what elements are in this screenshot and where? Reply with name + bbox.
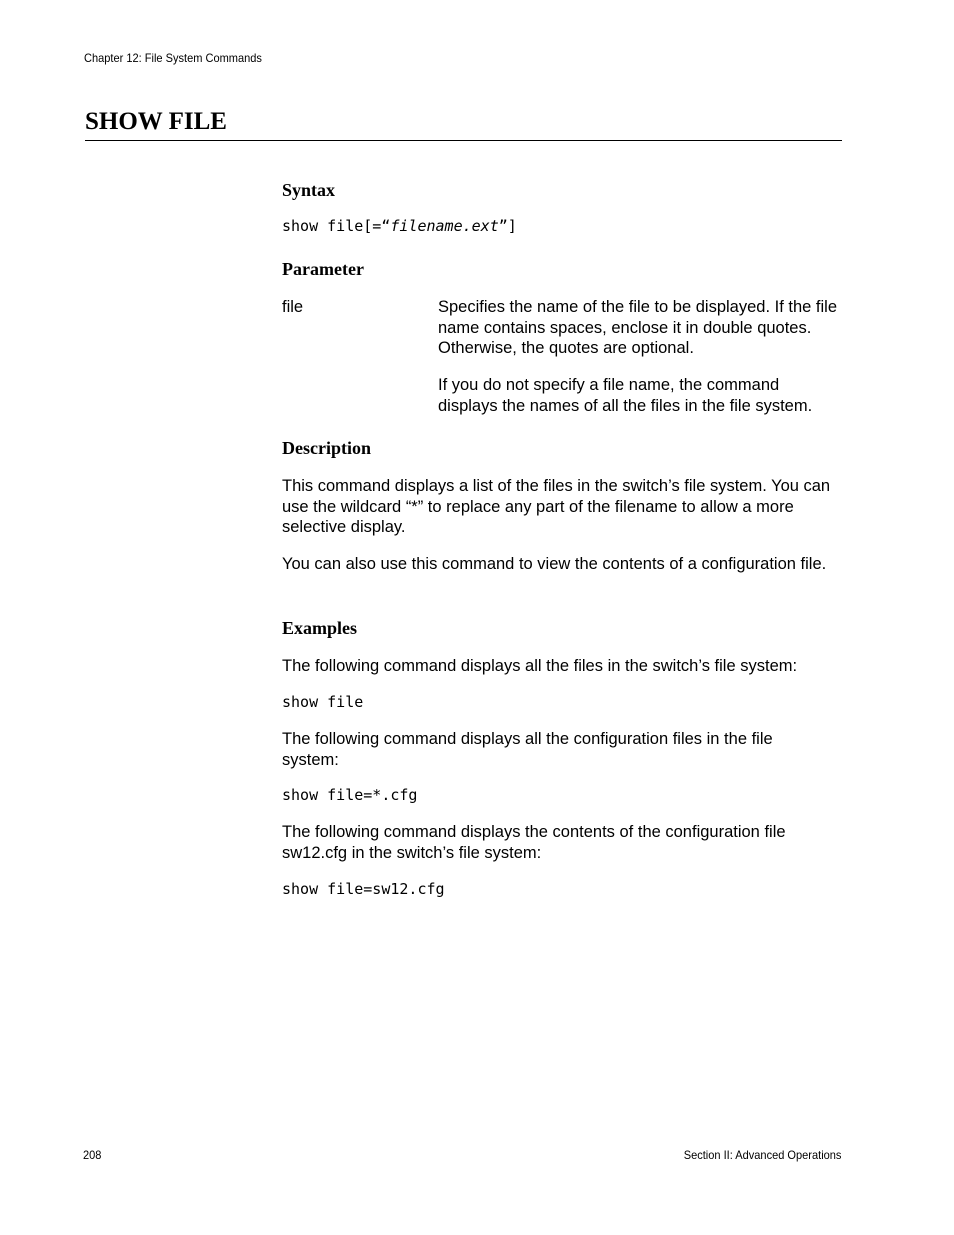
page-title: SHOW FILE (85, 108, 227, 135)
page-number: 208 (83, 1148, 102, 1162)
syntax-code-prefix: show file[=“ (282, 217, 391, 235)
parameter-description-1: Specifies the name of the file to be displayed. If the file name contains spaces, enclose it in double quotes. Otherwise, the quotes are optional. (438, 298, 837, 357)
running-header: Chapter 12: File System Commands (84, 51, 262, 65)
running-footer: Section II: Advanced Operations (683, 1148, 841, 1162)
parameter-description-2: If you do not specify a file name, the command displays the names of all the files in the file system. (438, 376, 813, 415)
title-divider (85, 140, 842, 141)
example-code-1: show file (282, 693, 364, 711)
example-intro-2: The following command displays all the configuration files in the file system: (282, 730, 773, 769)
syntax-heading: Syntax (282, 180, 336, 200)
description-heading: Description (282, 438, 371, 458)
examples-heading: Examples (282, 618, 358, 638)
syntax-code (282, 216, 517, 236)
example-intro-1: The following command displays all the files in the switch’s file system: (282, 657, 798, 675)
description-paragraph-1: This command displays a list of the files in the switch’s file system. You can use the wildcard “*” to replace any part of the filename to allow a more selective display. (282, 477, 831, 536)
syntax-code-suffix: ”] (498, 217, 517, 235)
example-intro-3: The following command displays the contents of the configuration file sw12.cfg in the switch’s file system: (282, 823, 786, 862)
syntax-code-argument: filename.ext (390, 217, 499, 235)
example-code-2: show file=*.cfg (282, 786, 418, 804)
description-paragraph-2: You can also use this command to view the contents of a configuration file. (282, 555, 827, 573)
example-code-3: show file=sw12.cfg (282, 880, 445, 898)
parameter-heading: Parameter (282, 259, 364, 279)
parameter-name: file (282, 298, 304, 316)
